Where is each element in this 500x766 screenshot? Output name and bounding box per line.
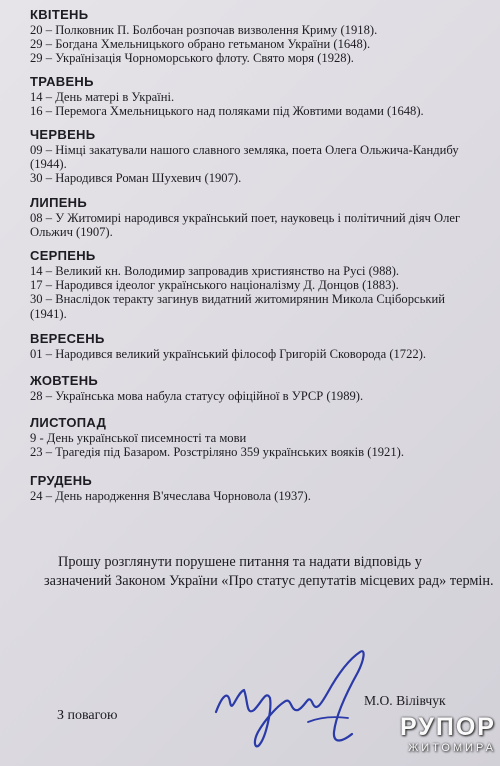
month-title: ВЕРЕСЕНЬ bbox=[30, 331, 105, 346]
calendar-entry: 08 – У Житомирі народився український поет, науковець і політичний діяч Олег Ольжич (1907). bbox=[30, 211, 464, 240]
month-title: ЖОВТЕНЬ bbox=[30, 373, 99, 388]
month-december bbox=[30, 474, 480, 503]
month-april bbox=[30, 8, 480, 66]
watermark-sub: ЖИТОМИРА bbox=[408, 742, 496, 754]
month-title: ГРУДЕНЬ bbox=[30, 473, 93, 488]
month-title: ЧЕРВЕНЬ bbox=[30, 127, 96, 142]
calendar-entry: 17 – Народився ідеолог українського націоналізму Д. Донцов (1883). bbox=[30, 278, 399, 293]
author-name: М.О. Вілівчук bbox=[364, 693, 446, 708]
calendar-entry: 24 – День народження В'ячеслава Чорновола (1937). bbox=[30, 489, 311, 503]
calendar-entry: 29 – Богдана Хмельницького обрано гетьманом України (1648). bbox=[30, 37, 371, 52]
month-october bbox=[30, 374, 480, 403]
watermark-main: РУПОР bbox=[400, 713, 496, 741]
month-title: КВІТЕНЬ bbox=[30, 7, 89, 22]
month-september bbox=[30, 332, 480, 361]
month-may bbox=[30, 75, 480, 118]
calendar-entry: 16 – Перемога Хмельницького над поляками під Жовтими водами (1648). bbox=[30, 104, 424, 119]
month-june bbox=[30, 128, 480, 186]
calendar-entry: 09 – Німці закатували нашого славного земляка, поета Олега Ольжича-Кандибу (1944). bbox=[30, 143, 462, 172]
closing-regards: З повагою bbox=[57, 708, 118, 723]
month-november bbox=[30, 416, 480, 459]
calendar-entry: 29 – Українізація Чорноморського флоту. Свято моря (1928). bbox=[30, 51, 354, 66]
calendar-entry: 20 – Полковник П. Болбочан розпочав визволення Криму (1918). bbox=[30, 23, 378, 37]
month-title: ЛИСТОПАД bbox=[30, 415, 107, 430]
calendar-entry: 01 – Народився великий український філософ Григорій Сковорода (1722). bbox=[30, 347, 427, 361]
calendar-entry: 30 – Народився Роман Шухевич (1907). bbox=[30, 171, 242, 186]
month-title: ЛИПЕНЬ bbox=[30, 195, 88, 210]
month-august bbox=[30, 249, 480, 321]
calendar-entry: 23 – Трагедія під Базаром. Розстріляно 359 українських вояків (1921). bbox=[30, 445, 404, 460]
month-title: СЕРПЕНЬ bbox=[30, 248, 96, 263]
calendar-entry: 14 – День матері в Україні. bbox=[30, 90, 175, 104]
request-line: зазначений Законом України «Про статус депутатів місцевих рад» термін. bbox=[44, 573, 494, 589]
calendar-entry: 14 – Великий кн. Володимир запровадив християнство на Русі (988). bbox=[30, 264, 400, 278]
watermark-logo bbox=[370, 714, 496, 760]
request-line: Прошу розглянути порушене питання та надати відповідь у bbox=[58, 554, 422, 570]
month-july bbox=[30, 196, 480, 239]
request-paragraph bbox=[44, 553, 500, 591]
month-title: ТРАВЕНЬ bbox=[30, 74, 94, 89]
calendar-entry: 28 – Українська мова набула статусу офіційної в УРСР (1989). bbox=[30, 389, 364, 403]
calendar-entry: 30 – Внаслідок теракту загинув видатний житомирянин Микола Сціборський (1941). bbox=[30, 292, 449, 321]
calendar-entry: 9 - День української писемності та мови bbox=[30, 431, 247, 445]
handwritten-signature bbox=[208, 640, 383, 760]
